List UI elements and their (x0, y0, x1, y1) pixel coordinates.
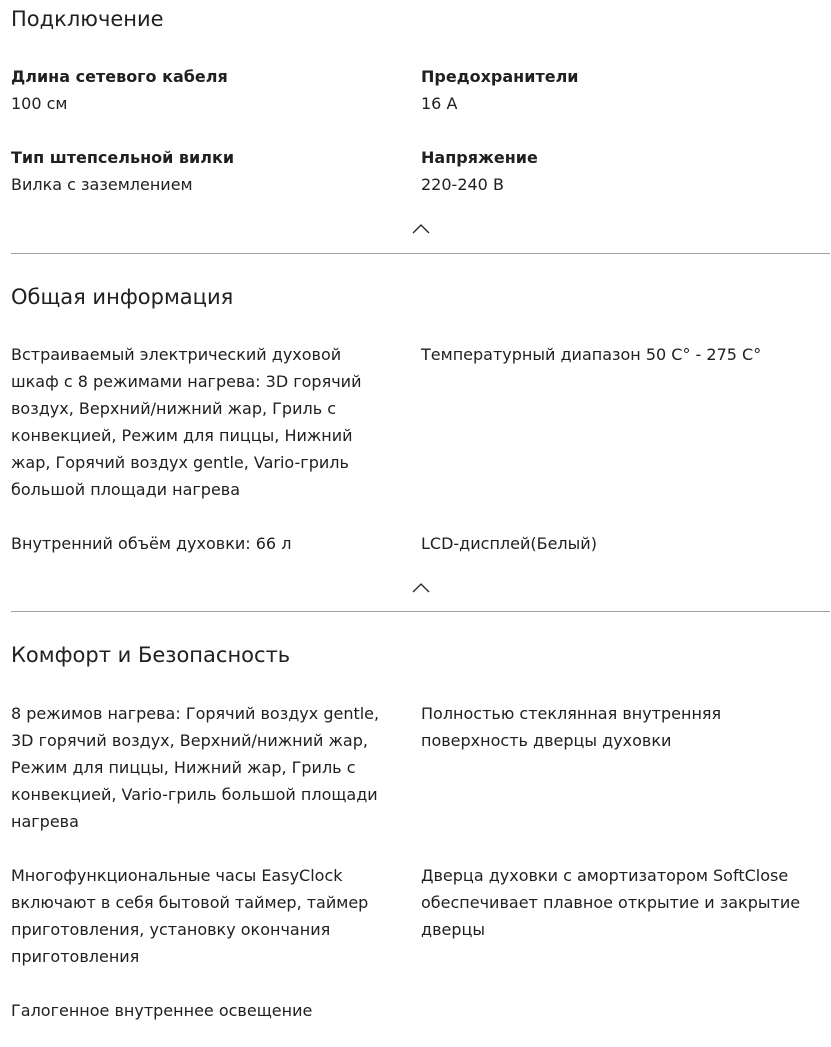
spec-value: Встраиваемый электрический духовой шкаф с 8 режимами нагрева: 3D горячий воздух, Верхний/нижний жар, Гриль с конвекцией, Режим для пиццы, Нижний жар, Горячий воздух gentle, Vario-гриль большой площади нагрева (11, 345, 362, 499)
spec-glass-door (421, 700, 830, 754)
spec-value: 100 см (11, 94, 68, 113)
spec-value: Дверца духовки с амортизатором SoftClose обеспечивает плавное открытие и закрытие дверцы (421, 866, 801, 939)
spec-value: Вилка с заземлением (11, 175, 193, 194)
spec-value: 8 режимов нагрева: Горячий воздух gentle, 3D горячий воздух, Верхний/нижний жар, Режим для пиццы, Нижний жар, Гриль с конвекцией, Vario-гриль большой площади нагрева (11, 704, 380, 831)
spec-value: LCD-дисплей(Белый) (421, 534, 597, 553)
spec-label: Длина сетевого кабеля (11, 67, 228, 86)
spec-value: Галогенное внутреннее освещение (11, 1001, 313, 1020)
spec-label: Тип штепсельной вилки (11, 148, 235, 167)
spec-value: Внутренний объём духовки: 66 л (11, 534, 292, 553)
spec-halogen-light (11, 997, 391, 1024)
spec-value: Температурный диапазон 50 С° - 275 С° (421, 345, 762, 364)
spec-value: Полностью стеклянная внутренняя поверхность дверцы духовки (421, 704, 722, 750)
spec-label: Предохранители (421, 67, 579, 86)
spec-value: 16 А (421, 94, 458, 113)
spec-label: Напряжение (421, 148, 538, 167)
section-title-comfort-safety: Комфорт и Безопасность (11, 643, 291, 667)
section-comfort-safety (11, 0, 830, 1047)
spec-value: 220-240 В (421, 175, 504, 194)
spec-softclose (421, 862, 830, 943)
spec-easyclock (11, 862, 391, 970)
spec-value: Многофункциональные часы EasyClock включают в себя бытовой таймер, таймер приготовления, установку окончания приготовления (11, 866, 369, 966)
spec-heating-modes (11, 700, 391, 835)
section-title-connection: Подключение (11, 7, 164, 31)
section-title-general-info: Общая информация (11, 285, 234, 309)
